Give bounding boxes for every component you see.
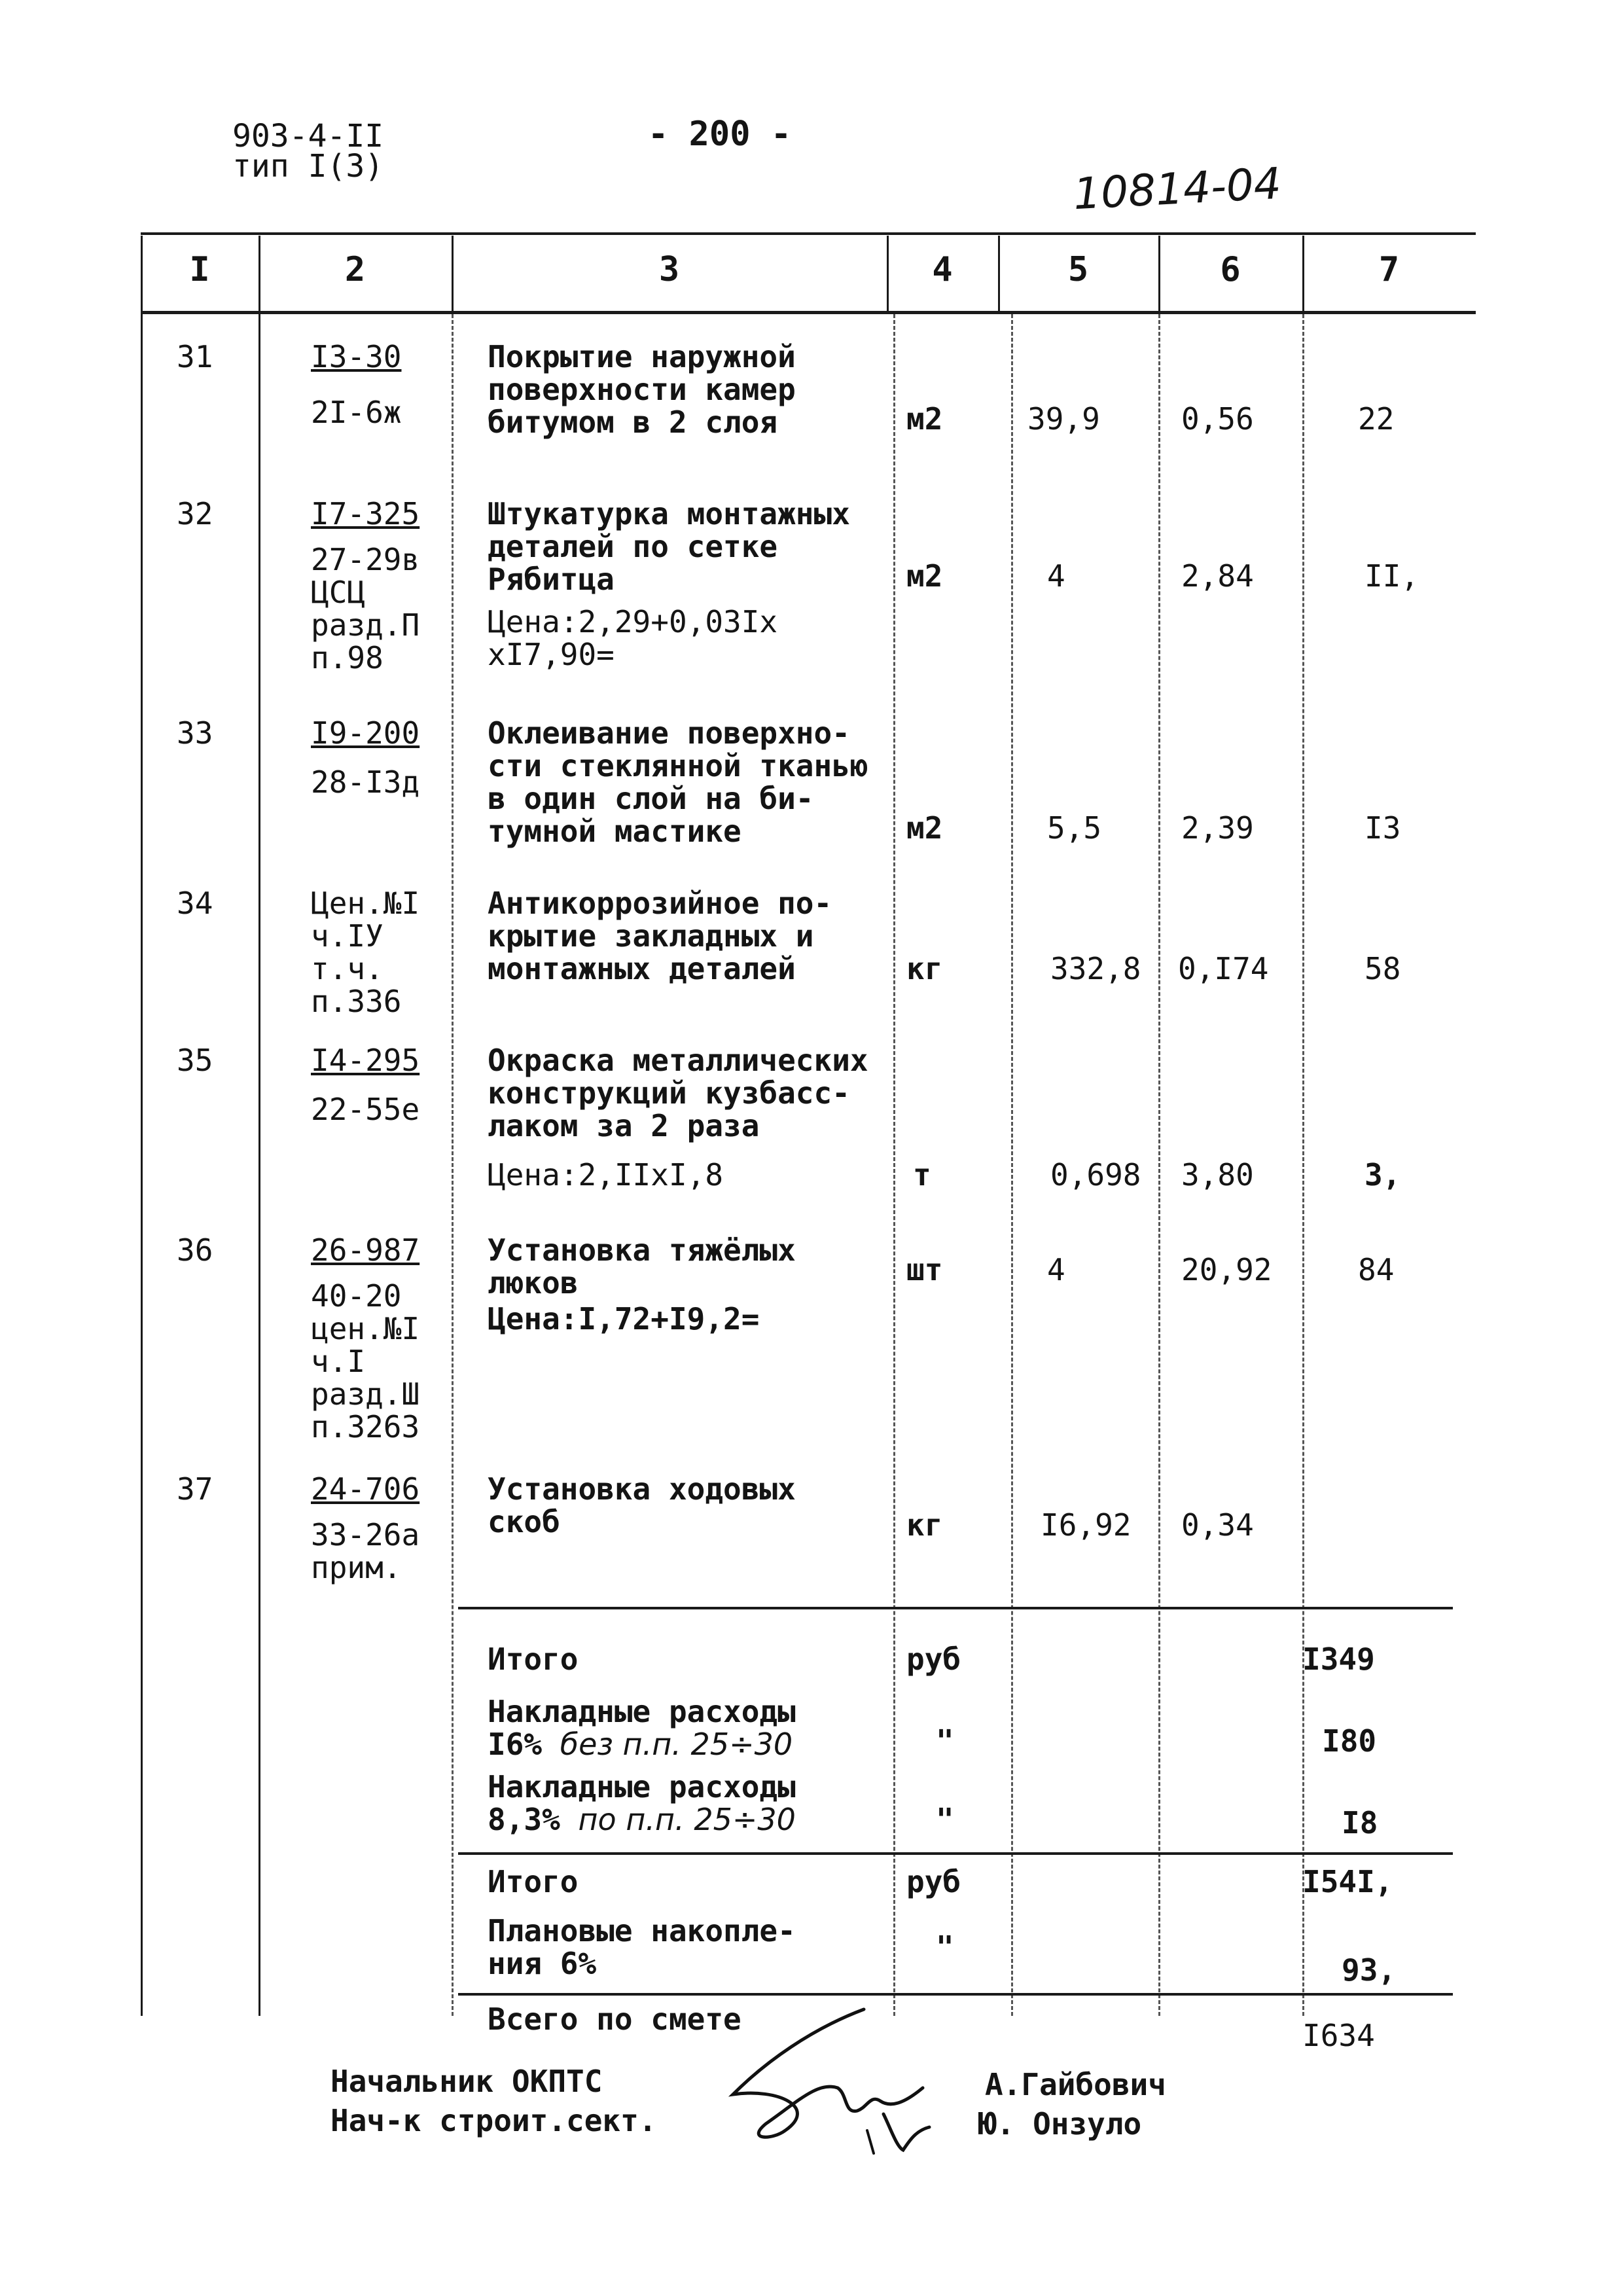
desc-line: в один слой на би-: [488, 781, 814, 816]
code-line: цен.№I: [311, 1311, 420, 1346]
work-description: [488, 1473, 796, 1538]
overhead-16-value: I80: [1322, 1723, 1377, 1759]
unit-price: 20,92: [1181, 1252, 1272, 1287]
price-note: Цена:I,72+I9,2=: [488, 1301, 760, 1336]
savings-line2: ния 6%: [488, 1946, 597, 1981]
unit: шт: [906, 1252, 943, 1287]
row-total: II,: [1364, 558, 1419, 594]
desc-line: сти стеклянной тканью: [488, 748, 868, 783]
column-header-4: 4: [932, 250, 953, 289]
code-line: п.3263: [311, 1409, 420, 1444]
price-note-line: хI7,90=: [488, 637, 615, 672]
desc-line: Окраска металлических: [488, 1043, 868, 1078]
grand-total-label: Всего по смете: [488, 2001, 741, 2037]
desc-line: Оклеивание поверхно-: [488, 715, 850, 751]
table-left-border: [141, 236, 143, 2016]
price-code-detail: 2I-6ж: [311, 395, 402, 430]
signatory-name-1: А.Гайбович: [985, 2067, 1166, 2102]
row-number: 35: [177, 1043, 213, 1078]
column-header-7: 7: [1378, 250, 1400, 289]
desc-line: конструкций кузбасс-: [488, 1075, 850, 1111]
doc-code-line1: 903-4-II: [232, 118, 384, 154]
price-code-detail: 22-55е: [311, 1092, 420, 1127]
row-number: 32: [177, 496, 213, 531]
desc-line: скоб: [488, 1504, 560, 1539]
desc-line: Установка тяжёлых: [488, 1232, 796, 1268]
quantity: 39,9: [1027, 401, 1100, 437]
total-value: I54I,: [1302, 1864, 1393, 1899]
column-header-6: 6: [1220, 250, 1241, 289]
row-total: 58: [1364, 951, 1401, 986]
quantity: 332,8: [1050, 951, 1141, 986]
code-line: п.336: [311, 984, 402, 1019]
unit: кг: [906, 1507, 943, 1543]
subtotal-value: I349: [1302, 1641, 1375, 1677]
total-unit: руб: [906, 1864, 961, 1899]
grand-total-value: I634: [1302, 2018, 1375, 2053]
price-note: [488, 605, 777, 671]
row-number: 37: [177, 1471, 213, 1507]
handwritten-number: 10814-04: [1072, 158, 1283, 220]
signatory-title-1: Начальник ОКПТС: [330, 2064, 603, 2099]
desc-line: битумом в 2 слоя: [488, 404, 778, 440]
subtotal-label: Итого: [488, 1641, 579, 1677]
code-line: ЦСЦ: [311, 575, 366, 610]
overhead-8-value: I8: [1342, 1805, 1378, 1840]
code-line: 33-26а: [311, 1517, 420, 1552]
document-code: [232, 118, 384, 185]
unit-price: 3,80: [1181, 1157, 1254, 1193]
subtotal-unit: руб: [906, 1641, 961, 1677]
unit-price: 0,56: [1181, 401, 1254, 437]
work-description: [488, 887, 832, 985]
col-divider-1: [259, 236, 260, 2016]
code-line: разд.Ш: [311, 1376, 420, 1412]
desc-line: тумной мастике: [488, 814, 741, 849]
code-line: разд.П: [311, 607, 420, 643]
desc-line: лаком за 2 раза: [488, 1108, 760, 1143]
price-code: 24-706: [311, 1471, 420, 1507]
unit: м2: [906, 558, 943, 594]
work-description: [488, 1234, 796, 1299]
code-line: прим.: [311, 1550, 402, 1585]
signatory-name-2: Ю. Онзуло: [978, 2106, 1142, 2142]
desc-line: деталей по сетке: [488, 529, 778, 564]
overhead-8-rate: 8,3%: [488, 1802, 579, 1837]
unit-price: 0,I74: [1178, 951, 1269, 986]
unit-price: 0,34: [1181, 1507, 1254, 1543]
savings-label: [488, 1914, 796, 1980]
desc-line: Антикоррозийное по-: [488, 886, 832, 921]
col-divider-6: [1302, 314, 1304, 2016]
overhead-8-line1: Накладные расходы: [488, 1769, 796, 1804]
unit: т: [913, 1157, 931, 1193]
price-code: I7-325: [311, 496, 420, 531]
price-code: I4-295: [311, 1043, 420, 1078]
desc-line: Покрытие наружной: [488, 339, 796, 374]
row-number: 34: [177, 886, 213, 921]
row-total: I3: [1364, 810, 1401, 846]
col-divider-2: [452, 314, 454, 2016]
code-line: 40-20: [311, 1278, 402, 1314]
col-divider-3: [893, 314, 895, 2016]
price-code-detail: [311, 887, 419, 1018]
table-top-border: [141, 232, 1476, 235]
desc-line: Штукатурка монтажных: [488, 496, 850, 531]
code-line: п.98: [311, 640, 383, 675]
quantity: I6,92: [1041, 1507, 1132, 1543]
overhead-8-unit: ": [936, 1802, 954, 1837]
price-code-detail: 28-I3д: [311, 764, 420, 800]
unit: кг: [906, 951, 943, 986]
code-line: ч.IУ: [311, 918, 383, 954]
price-code: 26-987: [311, 1232, 420, 1268]
savings-line1: Плановые накопле-: [488, 1913, 796, 1948]
overhead-8-label: [488, 1770, 796, 1836]
overhead-16-note: без п.п. 25÷30: [560, 1727, 793, 1762]
handwritten-signature: [707, 1990, 982, 2160]
quantity: 5,5: [1047, 810, 1102, 846]
quantity: 0,698: [1050, 1157, 1141, 1193]
row-number: 31: [177, 339, 213, 374]
work-description: [488, 497, 850, 596]
code-line: Цен.№I: [311, 886, 420, 921]
row-total: 22: [1358, 401, 1395, 437]
unit: м2: [906, 810, 943, 846]
total-label: Итого: [488, 1864, 579, 1899]
price-code: I3-30: [311, 339, 402, 374]
price-note-line: Цена:2,29+0,03Iх: [488, 604, 778, 639]
overhead-16-rate: I6%: [488, 1727, 560, 1762]
unit: м2: [906, 401, 943, 437]
overhead-16-line1: Накладные расходы: [488, 1694, 796, 1729]
row-total: 84: [1358, 1252, 1395, 1287]
quantity: 4: [1047, 1252, 1065, 1287]
work-description: [488, 340, 796, 439]
desc-line: Установка ходовых: [488, 1471, 796, 1507]
unit-price: 2,39: [1181, 810, 1254, 846]
work-description: [488, 1044, 868, 1142]
col-divider-5: [1158, 314, 1160, 2016]
quantity: 4: [1047, 558, 1065, 594]
price-note: Цена:2,IIхI,8: [488, 1157, 724, 1193]
price-code: I9-200: [311, 715, 420, 751]
price-code-detail: [311, 1518, 419, 1584]
desc-line: поверхности камер: [488, 372, 796, 407]
desc-line: люков: [488, 1265, 579, 1300]
code-line: ч.I: [311, 1344, 366, 1379]
work-description: [488, 717, 868, 848]
savings-value: 93,: [1342, 1952, 1397, 1988]
row-total: 3,: [1364, 1157, 1401, 1193]
unit-price: 2,84: [1181, 558, 1254, 594]
doc-code-line2: тип I(3): [232, 148, 384, 185]
table-header-border: [141, 311, 1476, 314]
overhead-8-note: по п.п. 25÷30: [578, 1802, 796, 1837]
price-code-detail: [311, 1280, 419, 1443]
code-line: 27-29в: [311, 542, 420, 577]
desc-line: монтажных деталей: [488, 951, 796, 986]
signatory-title-2: Нач-к строит.сект.: [330, 2103, 657, 2138]
summary-top-rule: [458, 1607, 1453, 1609]
price-code-detail: [311, 543, 419, 674]
column-header-1: I: [189, 250, 210, 289]
col-divider-4: [1011, 314, 1013, 2016]
summary-mid-rule: [458, 1852, 1453, 1855]
page-number: - 200 -: [648, 115, 792, 154]
row-number: 36: [177, 1232, 213, 1268]
column-header-3: 3: [658, 250, 680, 289]
overhead-16-unit: ": [936, 1723, 954, 1759]
column-header-2: 2: [344, 250, 366, 289]
overhead-16-label: [488, 1695, 796, 1761]
row-number: 33: [177, 715, 213, 751]
savings-unit: ": [936, 1929, 954, 1965]
desc-line: крытие закладных и: [488, 918, 814, 954]
code-line: т.ч.: [311, 951, 383, 986]
desc-line: Рябитца: [488, 562, 615, 597]
column-header-5: 5: [1067, 250, 1089, 289]
